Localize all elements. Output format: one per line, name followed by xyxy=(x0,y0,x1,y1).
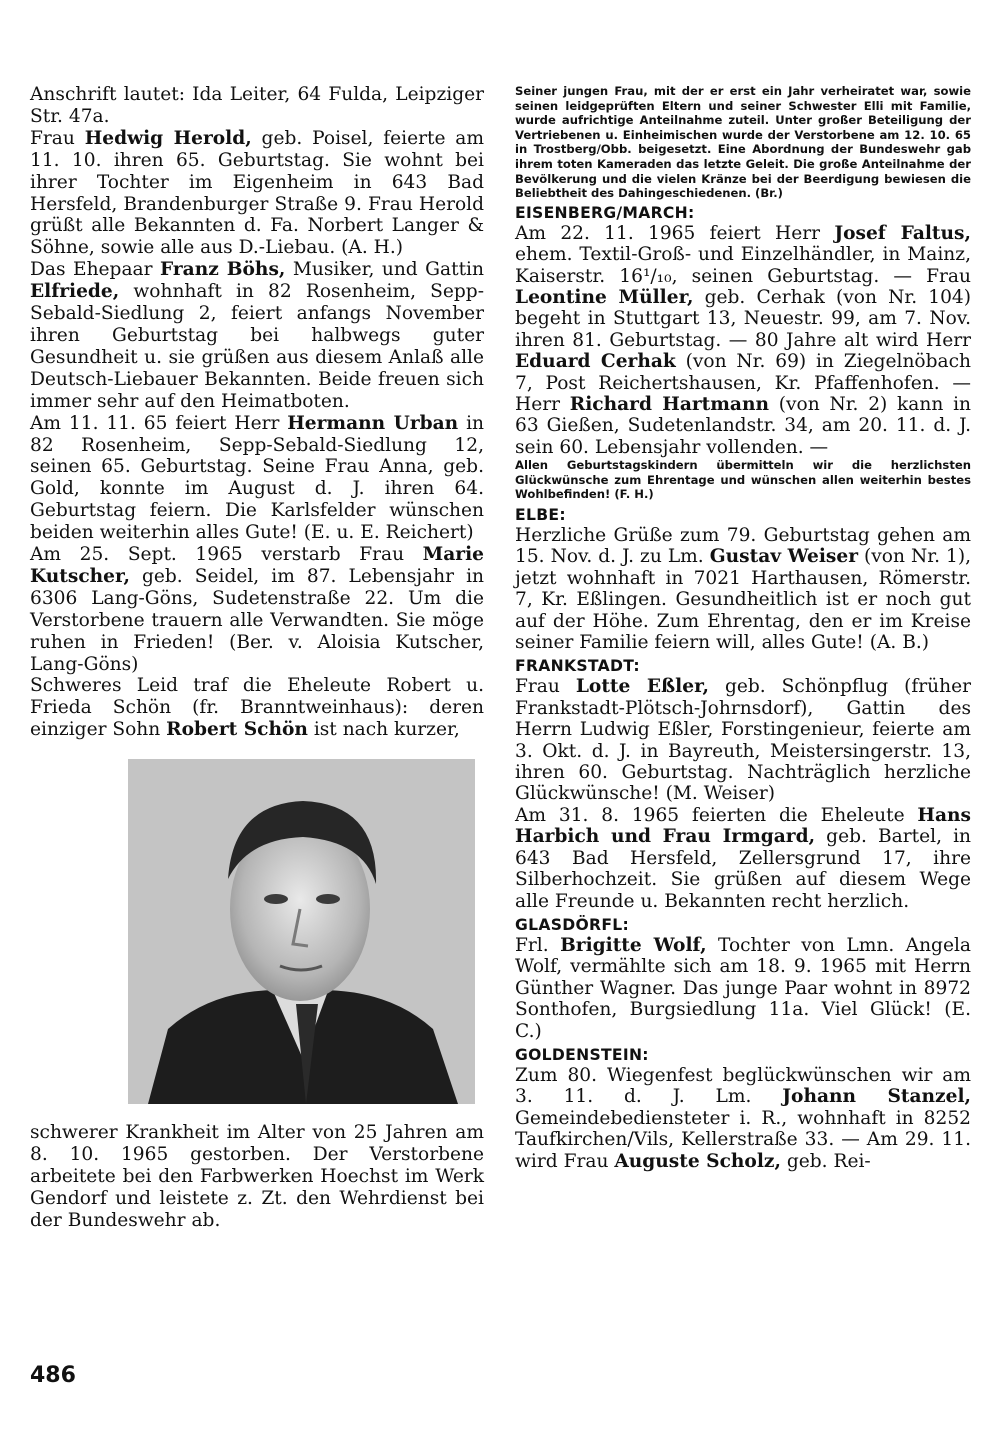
portrait-image xyxy=(128,759,475,1104)
small-print-greetings: Allen Geburtstagskindern übermitteln wir die herzlichsten Glückwünsche zum Ehrentage und wünschen allen weiterhin bestes Wohlbefinden! (F. H.) xyxy=(515,458,971,502)
paragraph-urban: Am 11. 11. 65 feiert Herr Hermann Urban in 82 Rosenheim, Sepp-Sebald-Siedlung 12, seinen 65. Geburtstag. Seine Frau Anna, geb. Gold, konnte im August d. J. ihren 64. Geburtstag feiern. Die Karlsfelder wünschen beiden weiterhin alles Gute! (E. u. E. Reichert) xyxy=(30,412,484,544)
paragraph-essler: Frau Lotte Eßler, geb. Schönpflug (früher Frankstadt-Plötsch-Johrnsdorf), Gattin des Herrn Ludwig Eßler, Forstingenieur, feierte am 3. Okt. d. J. in Bayreuth, Meistersingerstr. 13, ihren 60. Geburtstag. Nachträglich herzliche Glückwünsche! (M. Weiser) xyxy=(515,676,971,805)
paragraph-stanzel: Zum 80. Wiegenfest beglückwünschen wir am 3. 11. d. J. Lm. Johann Stanzel, Gemeindebediensteter i. R., wohnhaft in 8252 Taufkirchen/Vils, Kellerstraße 33. — Am 29. 11. wird Frau Auguste Scholz, geb. Rei- xyxy=(515,1064,971,1172)
heading-goldenstein: GOLDENSTEIN: xyxy=(515,1045,649,1064)
heading-elbe: ELBE: xyxy=(515,506,566,524)
paragraph-eisenberg: Am 22. 11. 1965 feiert Herr Josef Faltus, ehem. Textil-Groß- und Einzelhändler, in Mainz, Kaiserstr. 16¹/₁₀, seinen Geburtstag. — Frau Leontine Müller, geb. Cerhak (von Nr. 104) begeht in Stuttgart 13, Neuestr. 99, am 7. Nov. ihren 81. Geburtstag. — 80 Jahre alt wird Herr Eduard Cerhak (von Nr. 69) in Ziegelnöbach 7, Post Reichertshausen, Kr. Pfaffenhofen. — Herr Richard Hartmann (von Nr. 2) kann in 63 Gießen, Sudetenlandstr. 34, am 20. 11. d. J. sein 60. Lebensjahr vollenden. — xyxy=(515,222,972,458)
paragraph-herold: Frau Hedwig Herold, geb. Poisel, feierte am 11. 10. ihren 65. Geburtstag. Sie wohnt bei ihrer Tochter im Eigenheim in 643 Bad Hersfeld, Brandenburger Straße 9. Frau Herold grüßt alle Bekannten d. Fa. Norbert Langer & Söhne, sowie alle aus D.-Liebau. (A. H.) xyxy=(30,127,485,259)
paragraph-boehs: Das Ehepaar Franz Böhs, Musiker, und Gattin Elfriede, wohnhaft in 82 Rosenheim, Sepp-Sebald-Siedlung 2, feiert anfangs November ihren Geburtstag bei halbwegs guter Gesundheit u. sie grüßen aus diesem Anlaß alle Deutsch-Liebauer Bekannten. Beide freuen sich immer sehr auf den Heimatboten. xyxy=(30,259,484,412)
paragraph-harbich: Am 31. 8. 1965 feierten die Eheleute Hans Harbich und Frau Irmgard, geb. Bartel, in 643 Bad Hersfeld, Zellersgrund 17, ihre Silberhochzeit. Sie grüßen auf diesem Wege alle Freunde u. Bekannten recht herzlich. xyxy=(515,804,971,912)
paragraph-elbe: Herzliche Grüße zum 79. Geburtstag gehen am 15. Nov. d. J. zu Lm. Gustav Weiser (von Nr. 1), jetzt wohnhaft in 7021 Harthausen, Römerstr. 7, Kr. Eßlingen. Gesundheitlich ist er noch gut auf der Höhe. Zum Ehrentag, den er im Kreise seiner Familie feiern will, alles Gute! (A. B.) xyxy=(515,525,971,654)
paragraph-schoen-continued: schwerer Krankheit im Alter von 25 Jahren am 8. 10. 1965 gestorben. Der Verstorbene arbeitete bei den Farbwerken Hoechst im Werk Gendorf und leistete z. Zt. den Wehrdienst bei der Bundeswehr ab. xyxy=(30,1122,484,1231)
paragraph-wolf: Frl. Brigitte Wolf, Tochter von Lmn. Angela Wolf, vermählte sich am 18. 9. 1965 mit Herrn Günther Wagner. Das junge Paar wohnt in 8972 Sonthofen, Burgsiedlung 11a. Viel Glück! (E. C.) xyxy=(515,934,971,1042)
paragraph-address: Anschrift lautet: Ida Leiter, 64 Fulda, Leipziger Str. 47a. xyxy=(30,84,484,127)
paragraph-schoen: Schweres Leid traf die Eheleute Robert u. Frieda Schön (fr. Branntweinhaus): deren einziger Sohn Robert Schön ist nach kurzer, xyxy=(30,675,484,741)
heading-eisenberg: EISENBERG/MARCH: xyxy=(515,203,695,222)
heading-glasdorfl: GLASDÖRFL: xyxy=(515,915,630,934)
paragraph-kutscher: Am 25. Sept. 1965 verstarb Frau Marie Kutscher, geb. Seidel, im 87. Lebensjahr in 6306 Lang-Göns, Sudetenstraße 22. Um die Verstorbene trauern alle Verwandten. Sie möge ruhen in Frieden! (Ber. v. Aloisia Kutscher, Lang-Göns) xyxy=(30,544,484,675)
small-print-obituary: Seiner jungen Frau, mit der er erst ein Jahr verheiratet war, sowie seinen leidgeprüften Eltern und seiner Schwester Elli mit Familie, wurde aufrichtige Anteilnahme zuteil. Unter großer Beteiligung der Vertriebenen u. Einheimischen wurde der Verstorbene am 12. 10. 65 in Trostberg/Obb. beigesetzt. Eine Abordnung der Bundeswehr gab ihrem toten Kameraden das letzte Geleit. Die große Anteilnahme der Bevölkerung und die vielen Kränze bei der Beerdigung bewiesen die Beliebtheit des Dahingeschiedenen. (Br.) xyxy=(515,84,971,201)
portrait-photo xyxy=(128,759,475,1104)
left-column xyxy=(30,84,484,1232)
heading-frankstadt: FRANKSTADT: xyxy=(515,657,640,676)
page-number: 486 xyxy=(30,1363,76,1388)
right-column xyxy=(515,84,971,1172)
